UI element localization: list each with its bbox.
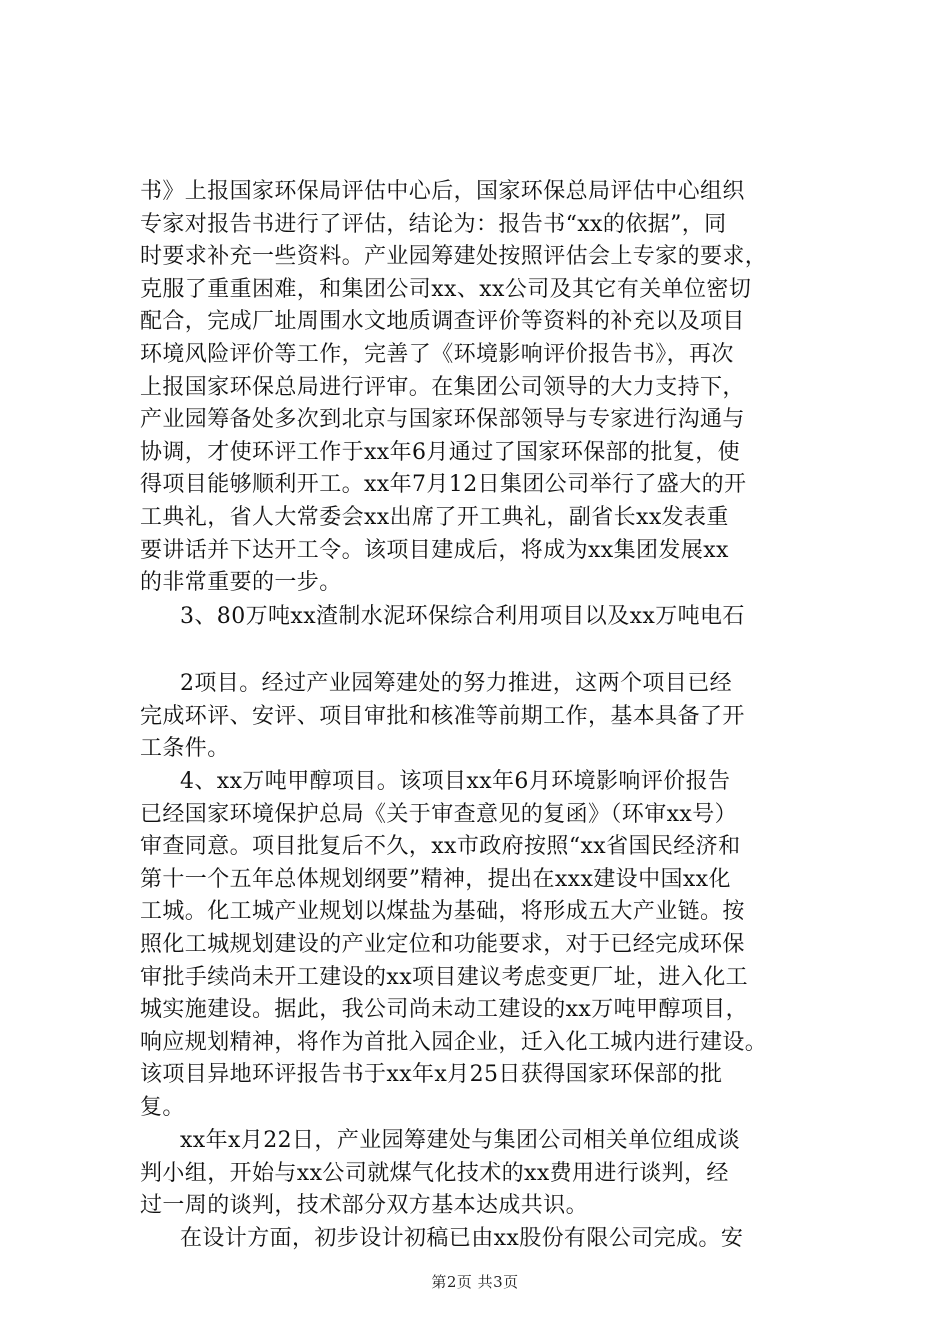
text-line: 审查同意。项目批复后不久，xx市政府按照“xx省国民经济和 bbox=[140, 834, 741, 860]
paragraph-item-4 bbox=[140, 766, 826, 1125]
text-line: 响应规划精神，将作为首批入园企业，迁入化工城内进行建设。 bbox=[140, 1029, 768, 1055]
text-line: 得项目能够顺利开工。xx年7月12日集团公司举行了盛大的开 bbox=[140, 472, 747, 498]
paragraph-item-3-continued bbox=[140, 668, 826, 766]
text-line: 照化工城规划建设的产业定位和功能要求，对于已经完成环保 bbox=[140, 931, 745, 957]
text-line: 3、80万吨xx渣制水泥环保综合利用项目以及xx万吨电石 bbox=[180, 604, 745, 629]
text-line: 环境风险评价等工作，完善了《环境影响评价报告书》，再次 bbox=[140, 341, 734, 367]
text-line: 复。 bbox=[140, 1094, 185, 1120]
text-line: xx年x月22日，产业园筹建处与集团公司相关单位组成谈 bbox=[180, 1128, 741, 1153]
page-number-footer: 第2页 共3页 bbox=[431, 1273, 519, 1291]
text-line: 产业园筹备处多次到北京与国家环保部领导与专家进行沟通与 bbox=[140, 407, 745, 433]
text-line: 完成环评、安评、项目审批和核准等前期工作，基本具备了开 bbox=[140, 703, 745, 729]
text-line: 城实施建设。据此，我公司尚未动工建设的xx万吨甲醇项目， bbox=[140, 997, 749, 1023]
text-line: 第十一个五年总体规划纲要”精神，提出在xxx建设中国xx化 bbox=[140, 866, 731, 892]
text-line: 协调，才使环评工作于xx年6月通过了国家环保部的批复，使 bbox=[140, 439, 741, 465]
text-line: 要讲话并下达开工令。该项目建成后，将成为xx集团发展xx bbox=[140, 537, 729, 563]
paragraph-negotiation bbox=[140, 1125, 826, 1223]
text-line: 工城。化工城产业规划以煤盐为基础，将形成五大产业链。按 bbox=[140, 899, 745, 925]
paragraph-item-3 bbox=[140, 601, 826, 634]
text-line: 审批手续尚未开工建设的xx项目建议考虑变更厂址，进入化工 bbox=[140, 964, 749, 990]
text-line: 判小组，开始与xx公司就煤气化技术的xx费用进行谈判，经 bbox=[140, 1160, 729, 1186]
text-line: 克服了重重困难，和集团公司xx、xx公司及其它有关单位密切 bbox=[140, 276, 752, 302]
text-line: 4、xx万吨甲醇项目。该项目xx年6月环境影响评价报告 bbox=[180, 769, 731, 794]
text-line: 书》上报国家环保局评估中心后，国家环保总局评估中心组织 bbox=[140, 179, 745, 204]
text-line: 的非常重要的一步。 bbox=[140, 570, 342, 596]
text-line: 已经国家环境保护总局《关于审查意见的复函》（环审xx号） bbox=[140, 801, 738, 827]
text-line: 该项目异地环评报告书于xx年x月25日获得国家环保部的批 bbox=[140, 1062, 723, 1088]
text-line: 在设计方面，初步设计初稿已由xx股份有限公司完成。安 bbox=[180, 1226, 744, 1251]
text-line: 过一周的谈判，技术部分双方基本达成共识。 bbox=[140, 1193, 589, 1219]
text-line: 时要求补充一些资料。产业园筹建处按照评估会上专家的要求， bbox=[140, 244, 768, 270]
text-line: 工条件。 bbox=[140, 736, 230, 762]
paragraph-environmental-review bbox=[140, 176, 826, 600]
text-line: 上报国家环保总局进行评审。在集团公司领导的大力支持下， bbox=[140, 374, 745, 400]
paragraph-design bbox=[140, 1223, 826, 1256]
text-line: 配合，完成厂址周围水文地质调查评价等资料的补充以及项目 bbox=[140, 309, 745, 335]
text-line: 工典礼，省人大常委会xx出席了开工典礼，副省长xx发表重 bbox=[140, 504, 729, 530]
text-line: 2项目。经过产业园筹建处的努力推进，这两个项目已经 bbox=[180, 671, 732, 696]
text-line: 专家对报告书进行了评估，结论为：报告书“xx的依据”，同 bbox=[140, 211, 727, 237]
